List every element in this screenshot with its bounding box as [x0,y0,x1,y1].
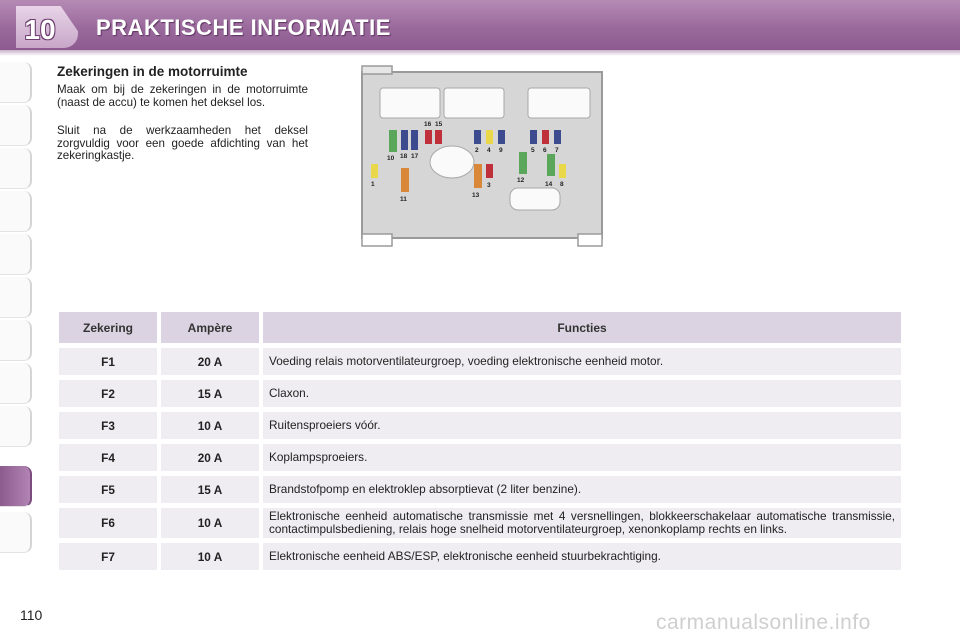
label-fuse-7: 7 [555,147,559,154]
fuse-17 [411,130,418,150]
side-tab-9[interactable] [0,406,32,447]
fuse-function: Elektronische eenheid ABS/ESP, elektronische eenheid stuurbekrachtiging. [263,543,901,570]
label-fuse-2: 2 [475,147,479,154]
fuse-amperage: 20 A [161,444,259,471]
fuse-1 [371,164,378,178]
side-tab-11[interactable] [0,512,32,553]
fuse-id: F1 [59,348,157,375]
instruction-paragraph-2: Sluit na de werkzaamheden het deksel zorgvuldig voor een goede afdichting van het zekeringkastje. [57,124,308,162]
fuse-15 [435,130,442,144]
label-fuse-6: 6 [543,147,547,154]
watermark: carmanualsonline.info [656,611,871,634]
label-fuse-10: 10 [387,155,395,162]
fuse-box-bottom-clip-left [362,234,392,246]
fuse-10 [389,130,397,152]
table-row [59,348,901,375]
fuse-11 [401,168,409,192]
fuse-2 [474,130,481,144]
fuse-id: F7 [59,543,157,570]
bottom-cutout [510,188,560,210]
fuse-function: Brandstofpomp en elektroklep absorptievat (2 liter benzine). [263,476,901,503]
fuse-amperage: 15 A [161,476,259,503]
label-fuse-3: 3 [487,182,491,189]
fuse-4 [486,130,493,144]
fuse-id: F2 [59,380,157,407]
fuse-function: Koplampsproeiers. [263,444,901,471]
relay-2 [444,88,504,118]
column-header-fuse: Zekering [59,312,157,343]
label-fuse-14: 14 [545,181,553,188]
fuse-id: F6 [59,508,157,538]
column-header-functions: Functies [263,312,901,343]
fuse-5 [530,130,537,144]
fuse-18 [401,130,408,150]
label-fuse-5: 5 [531,147,535,154]
label-fuse-4: 4 [487,147,491,154]
fuse-amperage: 15 A [161,380,259,407]
page-number: 110 [20,607,43,623]
table-row [59,476,901,503]
label-fuse-11: 11 [400,196,407,203]
label-fuse-17: 17 [411,153,419,160]
fuse-id: F4 [59,444,157,471]
center-cutout [430,146,474,178]
fuse-id: F3 [59,412,157,439]
fuse-6 [542,130,549,144]
table-row [59,444,901,471]
fuse-box-diagram [358,64,608,248]
side-tab-8[interactable] [0,363,32,404]
side-tab-5[interactable] [0,234,32,275]
fuse-12 [519,152,527,174]
fuse-3 [486,164,493,178]
relay-3 [528,88,590,118]
side-tab-6[interactable] [0,277,32,318]
fuse-7 [554,130,561,144]
fuse-function: Elektronische eenheid automatische transmissie met 4 versnellingen, blokkeerschakelaar automatische transmissie, contactimpulsbediening, relais hoge snelheid motorventilateurgroep, xenonkoplamp rechts en links. [263,508,901,538]
chapter-number: 10 [24,14,56,45]
chapter-side-tabs [0,62,34,582]
label-fuse-13: 13 [472,192,480,199]
side-tab-4[interactable] [0,191,32,232]
side-tab-2[interactable] [0,105,32,146]
label-fuse-9: 9 [499,147,503,154]
label-fuse-12: 12 [517,177,525,184]
label-fuse-16: 16 [424,121,432,128]
table-header-row [59,312,901,343]
fuse-amperage: 10 A [161,412,259,439]
side-tab-7[interactable] [0,320,32,361]
label-fuse-15: 15 [435,121,443,128]
fuse-8 [559,164,566,178]
table-row [59,412,901,439]
section-title: Zekeringen in de motorruimte [57,64,248,79]
label-fuse-8: 8 [560,181,564,188]
instruction-paragraph-1: Maak om bij de zekeringen in de motorruimte (naast de accu) te komen het deksel los. [57,83,308,109]
fuse-function: Ruitensproeiers vóór. [263,412,901,439]
fuse-table [55,307,905,575]
table-row [59,543,901,570]
fuse-id: F5 [59,476,157,503]
label-fuse-1: 1 [371,181,375,188]
label-fuse-18: 18 [400,153,408,160]
fuse-box-top-clip [362,66,392,74]
fuse-16 [425,130,432,144]
fuse-function: Claxon. [263,380,901,407]
relay-1 [380,88,440,118]
fuse-13 [474,164,482,188]
fuse-amperage: 10 A [161,508,259,538]
fuse-function: Voeding relais motorventilateurgroep, voeding elektronische eenheid motor. [263,348,901,375]
fuse-14 [547,154,555,176]
page-title: PRAKTISCHE INFORMATIE [96,15,391,40]
side-tab-3[interactable] [0,148,32,189]
side-tab-10-active[interactable] [0,466,32,507]
fuse-box-bottom-clip-right [578,234,602,246]
fuse-amperage: 10 A [161,543,259,570]
column-header-amp: Ampère [161,312,259,343]
table-row [59,380,901,407]
fuse-amperage: 20 A [161,348,259,375]
header-shadow [0,50,960,56]
side-tab-1[interactable] [0,62,32,103]
fuse-9 [498,130,505,144]
table-row [59,508,901,538]
